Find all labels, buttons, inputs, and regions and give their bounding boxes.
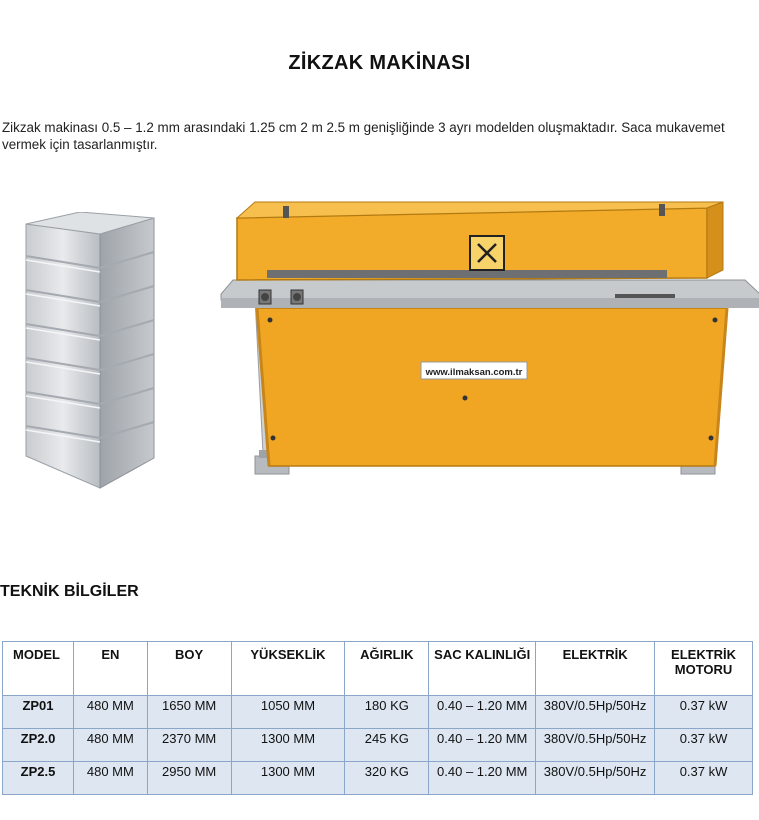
cell-yukseklik: 1300 MM bbox=[231, 729, 345, 762]
header-boy: BOY bbox=[147, 642, 231, 696]
cell-boy: 1650 MM bbox=[147, 696, 231, 729]
header-agirlik: AĞIRLIK bbox=[345, 642, 429, 696]
cell-sac-kalinligi: 0.40 – 1.20 MM bbox=[429, 729, 536, 762]
cell-en: 480 MM bbox=[73, 729, 147, 762]
section-heading: TEKNİK BİLGİLER bbox=[0, 583, 139, 600]
header-elektrik-motoru: ELEKTRİK MOTORU bbox=[655, 642, 753, 696]
cell-yukseklik: 1300 MM bbox=[231, 762, 345, 795]
cell-agirlik: 320 KG bbox=[345, 762, 429, 795]
intro-text: Zikzak makinası 0.5 – 1.2 mm arasındaki 1.25 cm 2 m 2.5 m genişliğinde 3 ayrı modelden oluşmaktadır. Saca mukavemet vermek için tasarlanmıştır. bbox=[2, 120, 725, 152]
table-row bbox=[3, 729, 753, 762]
cell-sac-kalinligi: 0.40 – 1.20 MM bbox=[429, 696, 536, 729]
cell-elektrik-motoru: 0.37 kW bbox=[655, 762, 753, 795]
table-header-row bbox=[3, 642, 753, 696]
cell-sac-kalinligi: 0.40 – 1.20 MM bbox=[429, 762, 536, 795]
page-title: ZİKZAK MAKİNASI bbox=[288, 52, 471, 74]
cell-en: 480 MM bbox=[73, 762, 147, 795]
machine-website-label: www.ilmaksan.com.tr bbox=[425, 367, 523, 378]
header-sac-kalinligi: SAC KALINLIĞI bbox=[429, 642, 536, 696]
zikzak-machine-image bbox=[215, 198, 759, 488]
cell-agirlik: 180 KG bbox=[345, 696, 429, 729]
header-en: EN bbox=[73, 642, 147, 696]
specs-table bbox=[2, 641, 753, 795]
cell-model: ZP2.0 bbox=[3, 729, 74, 762]
header-model: MODEL bbox=[3, 642, 74, 696]
cell-yukseklik: 1050 MM bbox=[231, 696, 345, 729]
duct-product-image bbox=[18, 212, 158, 490]
cell-boy: 2370 MM bbox=[147, 729, 231, 762]
cell-en: 480 MM bbox=[73, 696, 147, 729]
header-yukseklik: YÜKSEKLİK bbox=[231, 642, 345, 696]
header-elektrik: ELEKTRİK bbox=[536, 642, 655, 696]
cell-boy: 2950 MM bbox=[147, 762, 231, 795]
cell-elektrik-motoru: 0.37 kW bbox=[655, 729, 753, 762]
cell-elektrik: 380V/0.5Hp/50Hz bbox=[536, 696, 655, 729]
table-row bbox=[3, 696, 753, 729]
cell-agirlik: 245 KG bbox=[345, 729, 429, 762]
cell-elektrik-motoru: 0.37 kW bbox=[655, 696, 753, 729]
cell-elektrik: 380V/0.5Hp/50Hz bbox=[536, 729, 655, 762]
cell-model: ZP2.5 bbox=[3, 762, 74, 795]
table-row bbox=[3, 762, 753, 795]
cell-model: ZP01 bbox=[3, 696, 74, 729]
cell-elektrik: 380V/0.5Hp/50Hz bbox=[536, 762, 655, 795]
